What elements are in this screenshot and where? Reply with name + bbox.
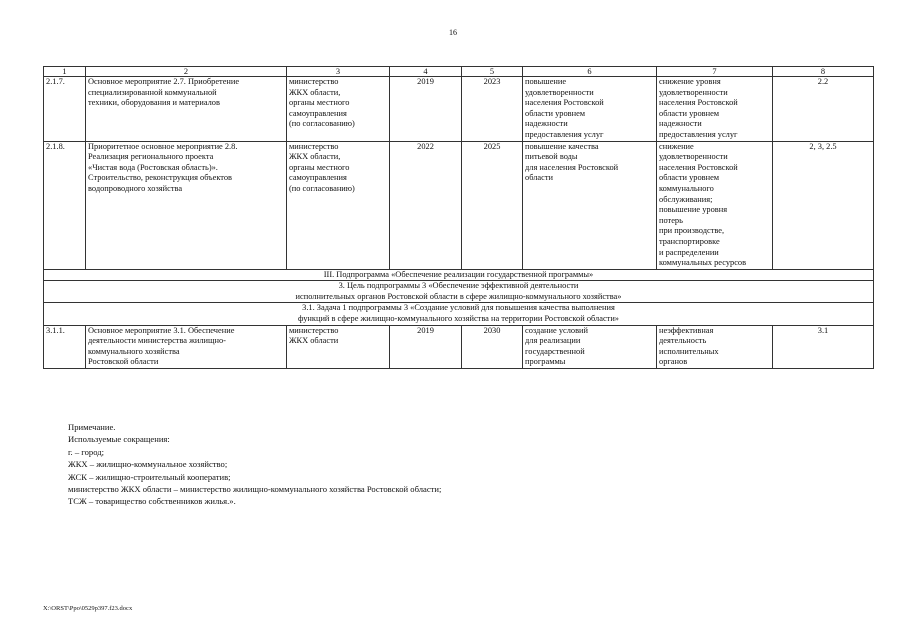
header-cell: 8 (773, 67, 874, 77)
cell-c3 (287, 77, 390, 142)
cell-line: техники, оборудования и материалов (88, 98, 220, 108)
cell-line: министерство (289, 325, 339, 335)
cell-c4: 2022 (390, 141, 462, 269)
cell-line: снижение (659, 141, 694, 151)
cell-line: Реализация регионального проекта (88, 152, 214, 162)
cell-line: органы местного (289, 98, 350, 108)
cell-line: III. Подпрограмма «Обеспечение реализации государственной программы» (323, 269, 594, 279)
cell-c6 (523, 325, 657, 368)
cell-line: области уровнем (659, 173, 720, 183)
cell-c7 (657, 325, 773, 368)
cell-c7 (657, 141, 773, 269)
cell-line: деятельность (659, 336, 707, 346)
header-cell: 6 (523, 67, 657, 77)
cell-line: коммунального хозяйства (88, 346, 180, 356)
cell-line: специализированной коммунальной (88, 87, 217, 97)
cell-line: функций в сфере жилищно-коммунального хозяйства на территории Ростовской области» (298, 314, 619, 324)
cell-line: области уровнем (525, 108, 586, 118)
cell-c4: 2019 (390, 325, 462, 368)
cell-line: органы местного (289, 162, 350, 172)
cell-line: повышение качества (525, 141, 599, 151)
cell-line: ЖКХ области (289, 336, 339, 346)
cell-c8: 3.1 (773, 325, 874, 368)
cell-line: удовлетворенности (525, 87, 594, 97)
header-cell: 3 (287, 67, 390, 77)
cell-line: предоставления услуг (659, 129, 738, 139)
cell-c6 (523, 141, 657, 269)
cell-c1: 3.1.1. (44, 325, 86, 368)
cell-line: «Чистая вода (Ростовская область)». (88, 162, 218, 172)
note-line: ТСЖ – товарищество собственников жилья.». (68, 496, 236, 507)
cell-line: программы (525, 357, 566, 367)
cell-line: населения Ростовской (659, 98, 738, 108)
cell-line: министерство (289, 77, 339, 86)
cell-line: при производстве, (659, 226, 725, 236)
cell-c2 (86, 77, 287, 142)
cell-c2 (86, 141, 287, 269)
section-heading-row (44, 269, 874, 281)
cell-c5: 2023 (462, 77, 523, 142)
cell-c6 (523, 77, 657, 142)
cell-line: Основное мероприятие 2.7. Приобретение (88, 77, 240, 86)
cell-line: деятельности министерства жилищно- (88, 336, 226, 346)
header-cell: 4 (390, 67, 462, 77)
section-heading-cell (44, 281, 874, 303)
cell-c1: 2.1.7. (44, 77, 86, 142)
cell-c1: 2.1.8. (44, 141, 86, 269)
cell-c3 (287, 325, 390, 368)
cell-line: Строительство, реконструкция объектов (88, 173, 232, 183)
section-heading-cell (44, 303, 874, 325)
notes-section (68, 421, 441, 508)
cell-line: надежности (525, 119, 568, 129)
cell-c8: 2.2 (773, 77, 874, 142)
section-heading-cell (44, 269, 874, 281)
table-row (44, 141, 874, 269)
cell-c5: 2025 (462, 141, 523, 269)
note-line: Используемые сокращения: (68, 434, 170, 445)
cell-line: коммунальных ресурсов (659, 258, 747, 268)
cell-line: государственной (525, 346, 585, 356)
table-header-row (44, 67, 874, 77)
cell-line: Основное мероприятие 3.1. Обеспечение (88, 325, 235, 335)
cell-line: самоуправления (289, 108, 347, 118)
note-line: Примечание. (68, 422, 116, 432)
cell-line: водопроводного хозяйства (88, 183, 183, 193)
section-heading-row (44, 281, 874, 303)
note-line: г. – город; (68, 446, 105, 457)
cell-c2 (86, 325, 287, 368)
cell-line: транспортировке (659, 236, 720, 246)
cell-line: надежности (659, 119, 702, 129)
cell-c7 (657, 77, 773, 142)
header-cell: 5 (462, 67, 523, 77)
cell-line: (по согласованию) (289, 183, 355, 193)
cell-line: питьевой воды (525, 152, 578, 162)
cell-line: для населения Ростовской (525, 162, 619, 172)
table-row (44, 77, 874, 142)
cell-line: неэффективная (659, 325, 714, 335)
cell-line: органов (659, 357, 688, 367)
cell-line: повышение (525, 77, 567, 86)
cell-line: удовлетворенности (659, 87, 728, 97)
cell-line: обслуживания; (659, 194, 713, 204)
cell-line: (по согласованию) (289, 119, 355, 129)
cell-c4: 2019 (390, 77, 462, 142)
cell-line: самоуправления (289, 173, 347, 183)
cell-c3 (287, 141, 390, 269)
cell-line: и распределении (659, 247, 719, 257)
cell-line: удовлетворенности (659, 152, 728, 162)
cell-line: потерь (659, 215, 683, 225)
cell-line: коммунального (659, 183, 714, 193)
cell-line: предоставления услуг (525, 129, 604, 139)
header-cell: 7 (657, 67, 773, 77)
cell-line: снижение уровня (659, 77, 721, 86)
cell-line: населения Ростовской (525, 98, 604, 108)
cell-line: 3. Цель подпрограммы 3 «Обеспечение эффективной деятельности (338, 281, 579, 291)
note-line: ЖКХ – жилищно-коммунальное хозяйство; (68, 459, 228, 470)
footer-file-path: X:\ORST\Ppo\0529p397.f23.docx (43, 605, 133, 612)
cell-line: области уровнем (659, 108, 720, 118)
table-row (44, 325, 874, 368)
cell-line: ЖКХ области, (289, 87, 341, 97)
cell-line: ЖКХ области, (289, 152, 341, 162)
header-cell: 2 (86, 67, 287, 77)
cell-line: Ростовской области (88, 357, 159, 367)
cell-line: исполнительных (659, 346, 719, 356)
section-heading-row (44, 303, 874, 325)
header-cell: 1 (44, 67, 86, 77)
cell-line: 3.1. Задача 1 подпрограммы 3 «Создание условий для повышения качества выполнения (302, 303, 615, 313)
cell-line: повышение уровня (659, 205, 728, 215)
cell-line: министерство (289, 141, 339, 151)
cell-line: области (525, 173, 553, 183)
cell-c5: 2030 (462, 325, 523, 368)
cell-line: для реализации (525, 336, 581, 346)
note-line: министерство ЖКХ области – министерство жилищно-коммунального хозяйства Ростовской области; (68, 484, 442, 495)
cell-line: Приоритетное основное мероприятие 2.8. (88, 141, 238, 151)
cell-line: исполнительных органов Ростовской области в сфере жилищно-коммунального хозяйства» (295, 291, 622, 301)
cell-c8: 2, 3, 2.5 (773, 141, 874, 269)
program-table (43, 66, 874, 369)
cell-line: населения Ростовской (659, 162, 738, 172)
cell-line: создание условий (525, 325, 589, 335)
note-line: ЖСК – жилищно-строительный кооператив; (68, 471, 231, 482)
page-number: 16 (449, 28, 457, 37)
